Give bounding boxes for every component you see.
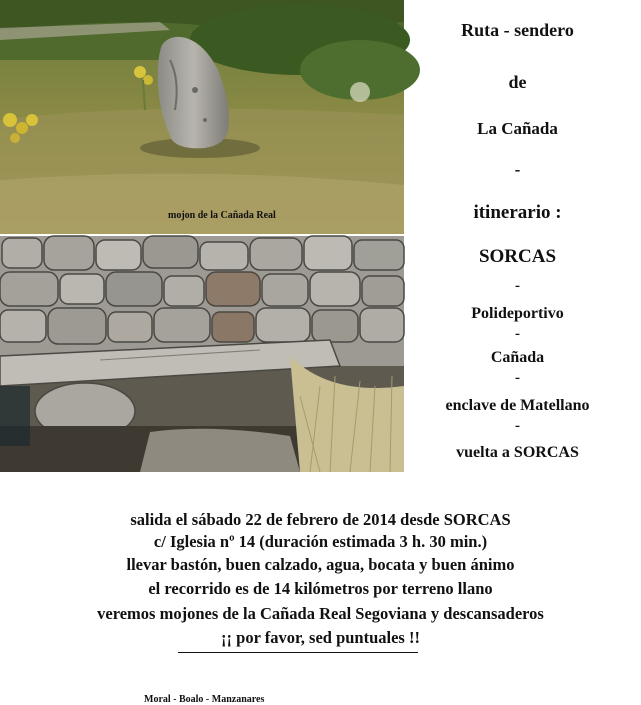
itinerary-dash-3: - xyxy=(515,326,520,342)
itinerary-label: itinerario : xyxy=(473,202,562,223)
itinerary-stop-4: enclave de Matellano xyxy=(445,397,590,414)
itinerary-stop-3: Cañada xyxy=(490,349,545,366)
title-line-2: de xyxy=(508,72,527,92)
itinerary-dash-4: - xyxy=(515,370,520,386)
photo-caption-bottom: Moral - Boalo - Manzanares xyxy=(144,694,265,705)
itinerary-stop-5: vuelta a SORCAS xyxy=(456,444,579,461)
itinerary-dash-5: - xyxy=(515,418,520,434)
stone-wall-image xyxy=(0,236,404,472)
notice-line-6: ¡¡ por favor, sed puntuales !! xyxy=(221,628,420,647)
boundary-stone-image xyxy=(0,0,404,234)
notice-line-4: el recorrido es de 14 kilómetros por terreno llano xyxy=(148,579,493,598)
title-line-3: La Cañada xyxy=(477,119,558,138)
notice-line-2: c/ Iglesia nº 14 (duración estimada 3 h. 30 min.) xyxy=(153,532,488,551)
photo-boundary-stone xyxy=(0,0,404,234)
photo-caption-top: mojon de la Cañada Real xyxy=(168,210,276,221)
notice-line-3: llevar bastón, buen calzado, agua, bocata y buen ánimo xyxy=(126,555,515,574)
title-line-1: Ruta - sendero xyxy=(461,20,574,40)
itinerary-stop-1: SORCAS xyxy=(478,246,557,267)
title-dash-1: - xyxy=(514,160,521,179)
notice-line-1: salida el sábado 22 de febrero de 2014 desde SORCAS xyxy=(130,510,511,529)
notice-line-5: veremos mojones de la Cañada Real Segoviana y descansaderos xyxy=(97,604,544,623)
notice-underline xyxy=(178,652,418,653)
itinerary-stop-2: Polideportivo xyxy=(471,305,564,322)
itinerary-dash-2: - xyxy=(515,278,520,294)
